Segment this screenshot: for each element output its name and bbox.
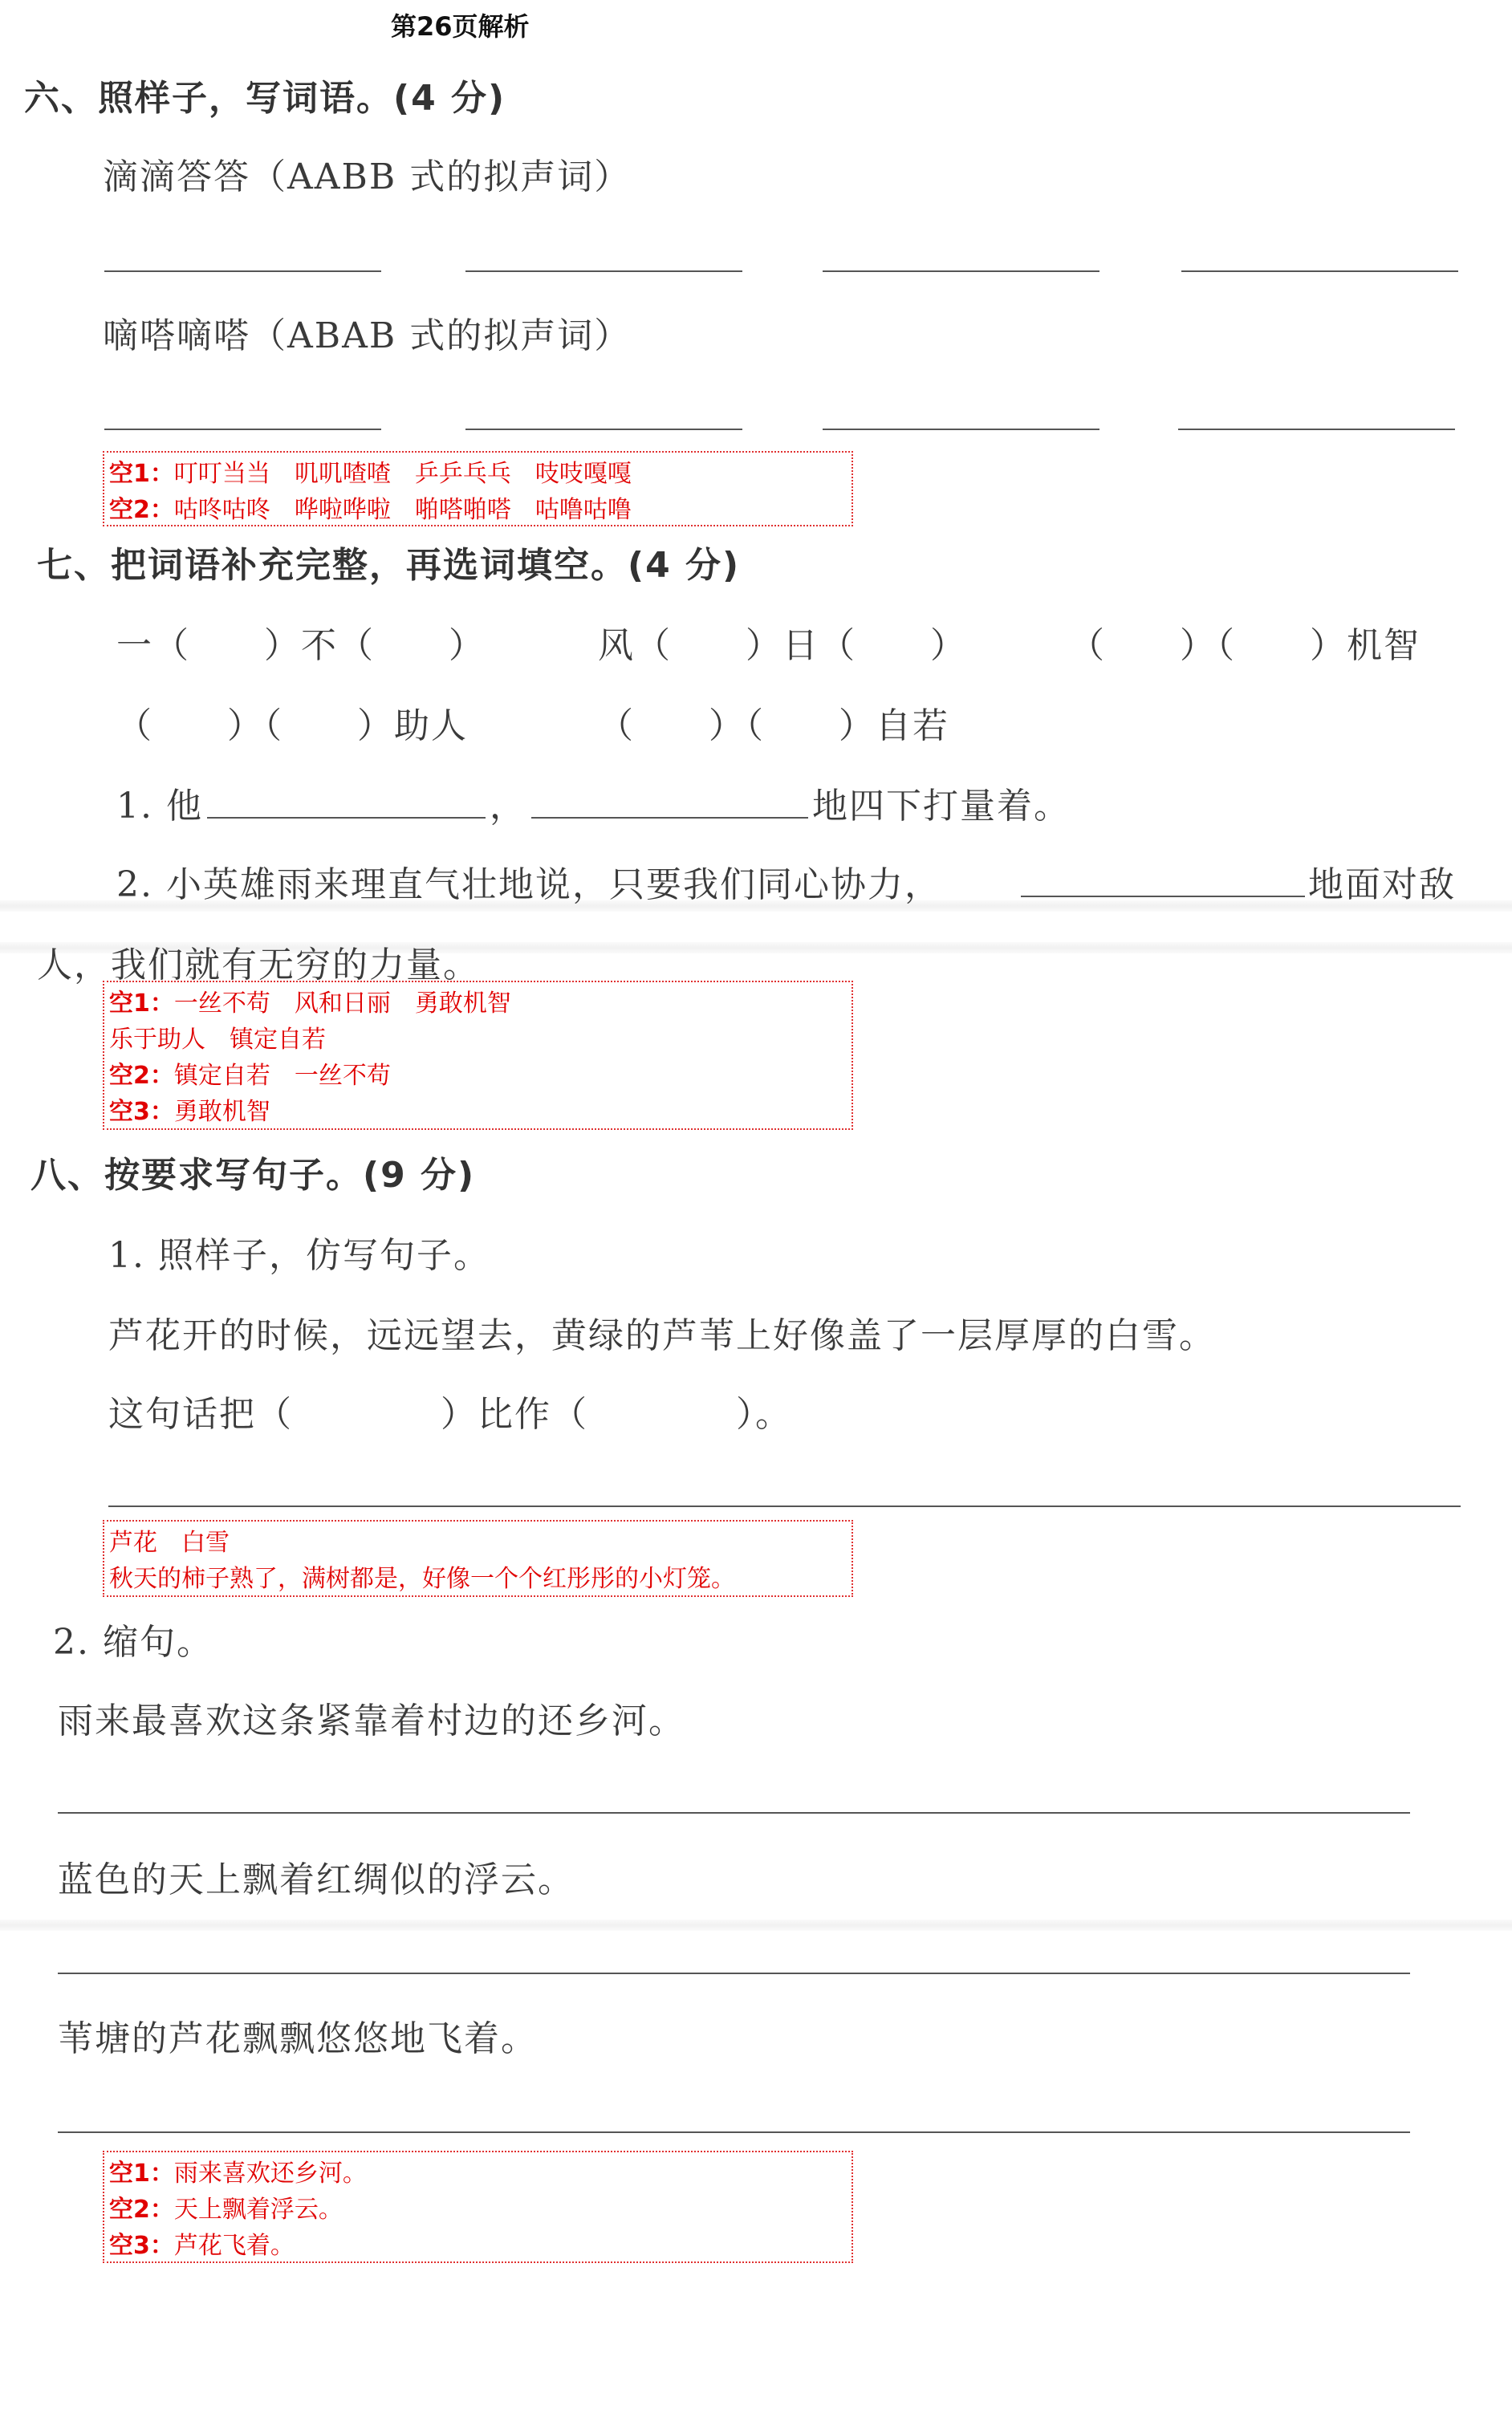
answer-line[interactable] [465, 270, 742, 272]
s6-example-2: 嘀嗒嘀嗒（ABAB 式的拟声词） [103, 315, 632, 356]
answer-line[interactable] [58, 1812, 1410, 1814]
s7-question-1-suffix: 地四下打量着。 [812, 786, 1071, 827]
answer-line-text: 空1：一丝不苟 风和日丽 勇敢机智 [109, 989, 511, 1018]
idiom-3: （ ）（ ）机智 [1069, 625, 1421, 666]
idiom-1: 一（ ）不（ ） [116, 625, 486, 666]
section-6-heading: 六、照样子，写词语。(4 分) [24, 78, 506, 119]
answer-line[interactable] [823, 270, 1099, 272]
answer-line[interactable] [207, 817, 486, 819]
s8-shrink-sentence-1: 雨来最喜欢这条紧靠着村边的还乡河。 [58, 1701, 685, 1741]
s6-example-1: 滴滴答答（AABB 式的拟声词） [103, 156, 632, 197]
s7-question-2-suffix: 地面对敌 [1308, 864, 1456, 905]
answer-line-text: 空2：镇定自若 一丝不苟 [109, 1062, 391, 1090]
answer-line[interactable] [531, 817, 808, 819]
answer-line[interactable] [823, 429, 1099, 430]
answer-line[interactable] [104, 429, 381, 430]
s8-fill-sentence: 这句话把（ ）比作（ ）。 [108, 1394, 792, 1435]
idiom-5: （ ）（ ）自若 [598, 705, 949, 746]
s7-question-2: 2. 小英雄雨来理直气壮地说，只要我们同心协力， [116, 864, 941, 905]
answer-line-text: 芦花 白雪 [109, 1529, 230, 1557]
section-8-heading: 八、按要求写句子。(9 分) [30, 1155, 476, 1196]
answer-line-text: 空1：雨来喜欢还乡河。 [109, 2160, 367, 2188]
answer-line[interactable] [1021, 896, 1305, 897]
s8-shrink-sentence-2: 蓝色的天上飘着红绸似的浮云。 [58, 1859, 575, 1900]
idiom-4: （ ）（ ）助人 [116, 705, 468, 746]
s8-question-2: 2. 缩句。 [53, 1622, 213, 1663]
s7-question-1-comma: ， [490, 786, 526, 827]
answer-line[interactable] [1181, 270, 1458, 272]
answer-line[interactable] [1178, 429, 1455, 430]
answer-box-s6 [103, 451, 853, 526]
answer-line[interactable] [58, 2131, 1410, 2133]
idiom-2: 风（ ）日（ ） [598, 625, 967, 666]
s8-question-1: 1. 照样子，仿写句子。 [108, 1235, 490, 1276]
scan-band [0, 1920, 1512, 1931]
s7-question-1-prefix: 1. 他 [116, 786, 203, 827]
answer-line-text: 空3：勇敢机智 [109, 1098, 270, 1126]
answer-line-text: 空2：天上飘着浮云。 [109, 2196, 343, 2224]
answer-box-s7 [103, 981, 853, 1130]
s8-shrink-sentence-3: 苇塘的芦花飘飘悠悠地飞着。 [58, 2018, 538, 2059]
answer-line[interactable] [465, 429, 742, 430]
answer-line-text: 秋天的柿子熟了，满树都是，好像一个个红彤彤的小灯笼。 [109, 1565, 735, 1593]
answer-line[interactable] [108, 1506, 1461, 1507]
answer-line[interactable] [104, 270, 381, 272]
answer-line-text: 空2：咕咚咕咚 哗啦哗啦 啪嗒啪嗒 咕噜咕噜 [109, 496, 632, 524]
section-7-heading: 七、把词语补充完整，再选词填空。(4 分) [37, 545, 741, 586]
s8-example-sentence: 芦花开的时候，远远望去，黄绿的芦苇上好像盖了一层厚厚的白雪。 [108, 1315, 1216, 1356]
page-title: 第26页解析 [391, 11, 530, 42]
answer-line-text: 乐于助人 镇定自若 [109, 1026, 326, 1054]
answer-line[interactable] [58, 1973, 1410, 1974]
answer-line-text: 空3：芦花飞着。 [109, 2232, 295, 2260]
s7-question-2-continued: 人，我们就有无穷的力量。 [37, 945, 480, 985]
answer-box-s8-q1 [103, 1520, 853, 1597]
answer-box-s8-q2 [103, 2151, 853, 2263]
answer-line-text: 空1：叮叮当当 叽叽喳喳 乒乒乓乓 吱吱嘎嘎 [109, 460, 632, 488]
